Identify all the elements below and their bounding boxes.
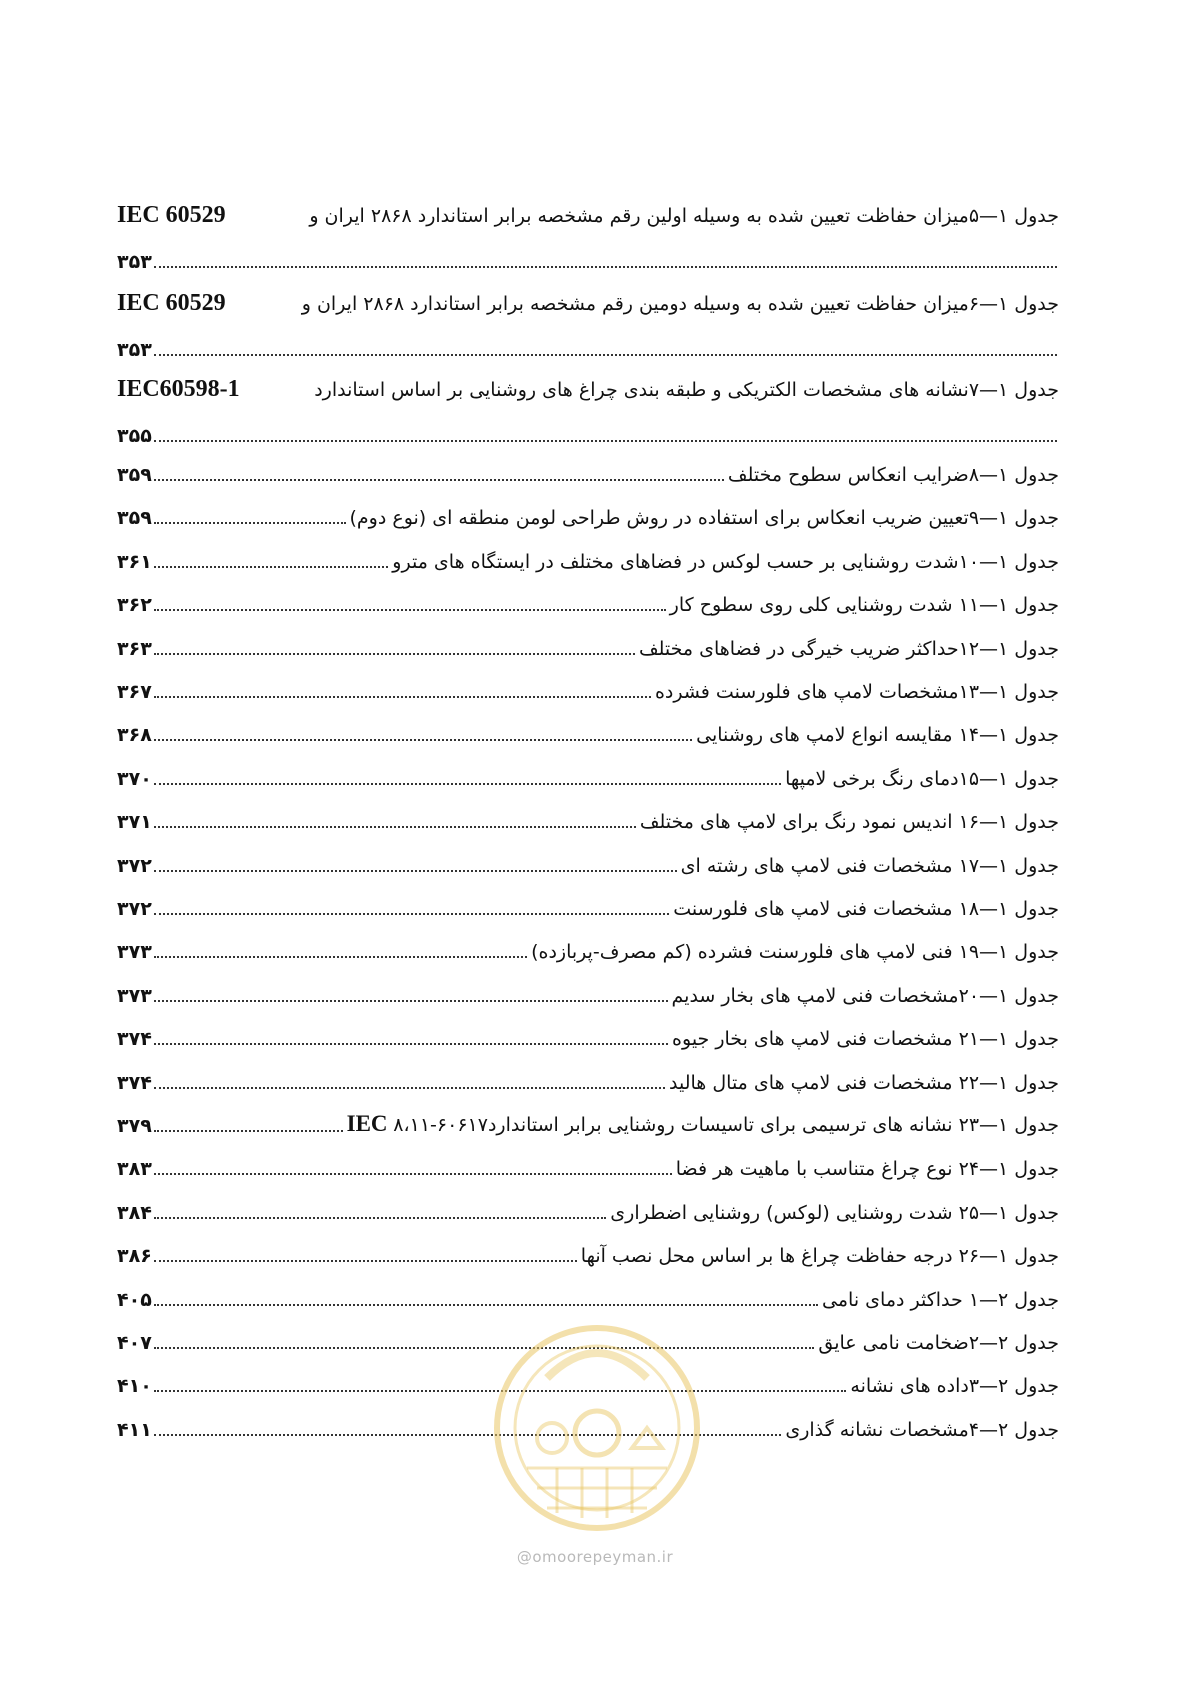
dot-leader [154, 1303, 818, 1306]
dot-leader [154, 912, 669, 915]
toc-entry[interactable] [117, 630, 1059, 660]
toc-entry[interactable] [117, 803, 1059, 833]
toc-entry-title: جدول ۱—۷نشانه های مشخصات الکتریکی و طبقه بندی چراغ های روشنایی بر اساس استاندارد [314, 379, 1059, 401]
toc-entry-title-text: جدول ۱—۱۶ اندیس نمود رنگ برای لامپ های مختلف [639, 811, 1059, 833]
toc-entry-title [679, 855, 1059, 877]
toc-entry-title-text: جدول ۱—۱۵دمای رنگ برخی لامپها [785, 768, 1059, 790]
toc-entry-page-number: ۳۵۳ [117, 339, 152, 361]
toc-entry-title [820, 1289, 1059, 1311]
toc-entry-title-text: جدول ۱—۹تعیین ضریب انعکاس برای استفاده در روش طراحی لومن منطقه ای (نوع دوم) [349, 507, 1059, 529]
dot-leader [154, 999, 668, 1002]
toc-entry-leader-line [117, 423, 1059, 447]
toc-entry-title [726, 464, 1059, 486]
toc-entry[interactable] [117, 933, 1059, 963]
toc-entry-title [348, 507, 1060, 529]
toc-entry[interactable] [117, 1107, 1059, 1137]
toc-entry[interactable] [117, 760, 1059, 790]
toc-entry-leader-line [117, 337, 1059, 361]
toc-entry-page-number: ۳۶۸ [117, 724, 152, 746]
toc-entry-title-line [117, 376, 1059, 403]
toc-entry[interactable] [117, 1194, 1059, 1224]
dot-leader [154, 695, 651, 698]
toc-entry-title [694, 724, 1059, 746]
toc-entry-page-number: ۳۶۲ [117, 594, 152, 616]
toc-entry-title [674, 1158, 1059, 1180]
toc-entry[interactable] [117, 1281, 1059, 1311]
toc-entry-page-number: ۴۰۵ [117, 1289, 152, 1311]
dot-leader [154, 1259, 577, 1262]
toc-entry-title-text: جدول ۱—۲۵ شدت روشنایی (لوکس) روشنایی اضطراری [610, 1202, 1059, 1224]
toc-entry-title [345, 1111, 1059, 1137]
toc-entry-title [848, 1375, 1059, 1397]
toc-entry[interactable] [117, 499, 1059, 529]
toc-entry-title-text: جدول ۱—۲۳ نشانه های ترسیمی برای تاسیسات روشنایی برابر استاندارد۶۰۶۱۷-۸،۱۱ [393, 1114, 1059, 1136]
dot-leader [154, 1346, 815, 1349]
toc-entry-title-line [117, 202, 1059, 229]
dot-leader [154, 1172, 672, 1175]
watermark-logo-icon [487, 1318, 707, 1548]
toc-entry-page-number: ۴۰۷ [117, 1332, 152, 1354]
toc-entry-page-number: ۳۸۴ [117, 1202, 152, 1224]
toc-entry-title-text: جدول ۱—۲۴ نوع چراغ متناسب با ماهیت هر فضا [675, 1158, 1059, 1180]
toc-entry-title-text: جدول ۲—۴مشخصات نشانه گذاری [785, 1419, 1059, 1441]
toc-entry-title-text: جدول ۲—۲ضخامت نامی عایق [818, 1332, 1059, 1354]
dot-leader [154, 955, 527, 958]
dot-leader [154, 265, 1057, 268]
toc-entry-title [608, 1202, 1059, 1224]
toc-entry-title-text: جدول ۱—۲۲ مشخصات فنی لامپ های متال هالید [669, 1072, 1059, 1094]
toc-entry[interactable] [117, 586, 1059, 616]
toc-entry-title: جدول ۱—۵میزان حفاظت تعیین شده به وسیله اولین رقم مشخصه برابر استاندارد ۲۸۶۸ ایران و [309, 205, 1059, 227]
toc-entry[interactable] [117, 673, 1059, 703]
toc-entry-title [670, 1028, 1059, 1050]
dot-leader [154, 353, 1057, 356]
toc-entry-title [670, 985, 1059, 1007]
toc-entry-long[interactable] [117, 290, 1059, 361]
toc-entry-page-number: ۳۵۹ [117, 507, 152, 529]
toc-entry-page-number: ۳۷۱ [117, 811, 152, 833]
toc-entry-standard-code: IEC 60529 [117, 290, 226, 316]
toc-entry-page-number: ۳۵۵ [117, 425, 152, 447]
toc-entry[interactable] [117, 716, 1059, 746]
toc-entry-page-number: ۳۷۴ [117, 1072, 152, 1094]
toc-entry-title [671, 898, 1059, 920]
toc-entry-page-number: ۳۷۲ [117, 898, 152, 920]
toc-entry-title [579, 1245, 1059, 1267]
toc-entry-title [816, 1332, 1059, 1354]
dot-leader [154, 1042, 668, 1045]
toc-entry-page-number: ۳۷۳ [117, 985, 152, 1007]
toc-entry-long[interactable] [117, 202, 1059, 273]
toc-entry-page-number: ۳۶۱ [117, 551, 152, 573]
dot-leader [154, 1129, 343, 1132]
dot-leader [154, 652, 635, 655]
toc-entry-page-number: ۳۸۶ [117, 1245, 152, 1267]
dot-leader [154, 608, 666, 611]
toc-entry-page-number: ۴۱۱ [117, 1419, 152, 1441]
toc-entry-title-text: جدول ۱—۱۳مشخصات لامپ های فلورسنت فشرده [654, 681, 1059, 703]
dot-leader [154, 738, 692, 741]
toc-entry-title-text: جدول ۱—۱۹ فنی لامپ های فلورسنت فشرده (کم مصرف-پربازده) [531, 941, 1059, 963]
toc-entry-long[interactable] [117, 376, 1059, 447]
toc-entry-title: جدول ۱—۶میزان حفاظت تعیین شده به وسیله دومین رقم مشخصه برابر استاندارد ۲۸۶۸ ایران و [301, 293, 1059, 315]
toc-entry-title [783, 768, 1059, 790]
toc-entry[interactable] [117, 1237, 1059, 1267]
toc-entry-leader-line [117, 249, 1059, 273]
toc-entry[interactable] [117, 890, 1059, 920]
toc-entry-standard-code: IEC 60529 [117, 202, 226, 228]
toc-entry-title [638, 811, 1059, 833]
toc-entry-title-text: جدول ۱—۱۱ شدت روشنایی کلی روی سطوح کار [669, 594, 1059, 616]
toc-entry-standard-code: IEC60598-1 [117, 376, 240, 402]
toc-entry-page-number: ۳۷۹ [117, 1115, 152, 1137]
dot-leader [154, 869, 677, 872]
toc-entry-title-text: جدول ۱—۸ضرایب انعکاس سطوح مختلف [727, 464, 1059, 486]
toc-entry-page-number: ۳۶۳ [117, 638, 152, 660]
toc-entry-page-number: ۴۱۰ [117, 1375, 152, 1397]
toc-entry-standard-code: IEC [346, 1111, 394, 1136]
toc-entry[interactable] [117, 847, 1059, 877]
toc-entry-title-text: جدول ۱—۱۰شدت روشنایی بر حسب لوکس در فضاهای مختلف در ایستگاه های مترو [392, 551, 1059, 573]
dot-leader [154, 478, 724, 481]
toc-entry-title [529, 941, 1059, 963]
toc-entry-page-number: ۳۵۳ [117, 251, 152, 273]
toc-entry-title [653, 681, 1059, 703]
toc-entry-title-text: جدول ۱—۲۱ مشخصات فنی لامپ های بخار جیوه [672, 1028, 1059, 1050]
toc-entry-title [637, 638, 1059, 660]
toc-entry-title-text: جدول ۱—۲۶ درجه حفاظت چراغ ها بر اساس محل نصب آنها [580, 1245, 1059, 1267]
toc-entry-title-text: جدول ۱—۱۸ مشخصات فنی لامپ های فلورسنت [673, 898, 1059, 920]
toc-entry-title [390, 551, 1059, 573]
toc-entry-title-text: جدول ۲—۱ حداکثر دمای نامی [822, 1289, 1059, 1311]
toc-entry-page-number: ۳۷۰ [117, 768, 152, 790]
toc-entry[interactable] [117, 1064, 1059, 1094]
toc-entry-title-text: جدول ۱—۱۴ مقایسه انواع لامپ های روشنایی [696, 724, 1059, 746]
toc-entry-title [667, 1072, 1059, 1094]
dot-leader [154, 439, 1057, 442]
toc-entry-title-line [117, 290, 1059, 317]
toc-entry-title-text: جدول ۲—۳داده های نشانه [850, 1375, 1059, 1397]
dot-leader [154, 1086, 665, 1089]
dot-leader [154, 782, 781, 785]
toc-entry-page-number: ۳۷۲ [117, 855, 152, 877]
toc-entry-title-text: جدول ۱—۱۲حداکثر ضریب خیرگی در فضاهای مختلف [638, 638, 1059, 660]
dot-leader [154, 521, 346, 524]
toc-entry-title-text: جدول ۱—۲۰مشخصات فنی لامپ های بخار سدیم [671, 985, 1059, 1007]
toc-entry-title [668, 594, 1059, 616]
watermark-text: @omoorepeyman.ir [516, 1548, 674, 1566]
toc-entry[interactable] [117, 543, 1059, 573]
toc-entry-title [783, 1419, 1059, 1441]
dot-leader [154, 825, 636, 828]
toc-entry-page-number: ۳۸۳ [117, 1158, 152, 1180]
toc-entry[interactable] [117, 977, 1059, 1007]
toc-entry-page-number: ۳۷۴ [117, 1028, 152, 1050]
toc-entry-page-number: ۳۶۷ [117, 681, 152, 703]
toc-entry-page-number: ۳۷۳ [117, 941, 152, 963]
toc-entry-page-number: ۳۵۹ [117, 464, 152, 486]
toc-entry[interactable] [117, 456, 1059, 486]
toc-entry-title-text: جدول ۱—۱۷ مشخصات فنی لامپ های رشته ای [680, 855, 1059, 877]
dot-leader [154, 565, 389, 568]
toc-entry[interactable] [117, 1150, 1059, 1180]
dot-leader [154, 1216, 606, 1219]
toc-entry[interactable] [117, 1020, 1059, 1050]
